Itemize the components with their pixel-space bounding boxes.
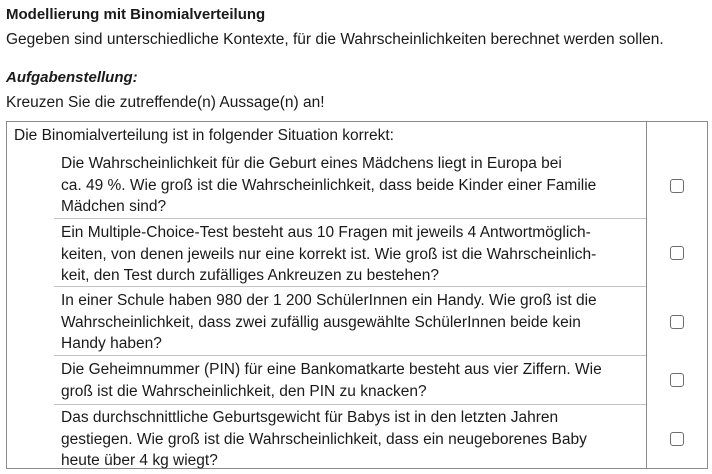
option-4-checkbox[interactable] xyxy=(670,373,684,387)
row-divider xyxy=(54,286,646,287)
task-instruction: Kreuzen Sie die zutreffende(n) Aussage(n) an! xyxy=(6,94,325,111)
option-2-line-3: keit, den Test durch zufälliges Ankreuzen zu bestehen? xyxy=(61,267,439,284)
intro-text: Gegeben sind unterschiedliche Kontexte, für die Wahrscheinlichkeiten berechnet werden sollen. xyxy=(6,31,664,48)
option-4-line-1: Die Geheimnummer (PIN) für eine Bankomatkarte besteht aus vier Ziffern. Wie xyxy=(61,361,602,378)
row-divider xyxy=(54,404,646,405)
option-3-line-1: In einer Schule haben 980 der 1 200 SchülerInnen ein Handy. Wie groß ist die xyxy=(61,292,597,309)
option-3-line-3: Handy haben? xyxy=(61,335,162,352)
option-2-line-1: Ein Multiple-Choice-Test besteht aus 10 Fragen mit jeweils 4 Antwortmöglich- xyxy=(61,224,591,241)
option-1-checkbox[interactable] xyxy=(670,179,684,193)
option-1-text xyxy=(61,153,641,218)
answer-table xyxy=(6,121,708,469)
option-1-line-3: Mädchen sind? xyxy=(61,198,167,215)
option-3-checkbox[interactable] xyxy=(670,315,684,329)
option-1-line-2: ca. 49 %. Wie groß ist die Wahrscheinlichkeit, dass beide Kinder einer Familie xyxy=(61,176,597,194)
option-4-line-2: groß ist die Wahrscheinlichkeit, den PIN zu knacken? xyxy=(61,382,427,400)
task-heading: Aufgabenstellung: xyxy=(6,69,138,86)
option-5-line-2: gestiegen. Wie groß ist die Wahrscheinlichkeit, dass ein neugeborenes Baby xyxy=(61,430,587,448)
row-divider xyxy=(54,355,646,356)
page-title: Modellierung mit Binomialverteilung xyxy=(6,6,266,23)
option-5-line-3: heute über 4 kg wiegt? xyxy=(61,452,218,469)
row-divider xyxy=(54,218,646,219)
column-divider xyxy=(646,122,647,468)
option-4-text xyxy=(61,359,641,402)
option-5-checkbox[interactable] xyxy=(670,432,684,446)
option-1-line-1: Die Wahrscheinlichkeit für die Geburt eines Mädchens liegt in Europa bei xyxy=(61,155,562,172)
option-5-line-1: Das durchschnittliche Geburtsgewicht für Babys ist in den letzten Jahren xyxy=(61,409,559,426)
option-3-text xyxy=(61,290,641,355)
option-5-text xyxy=(61,407,641,472)
option-2-line-2: keiten, von denen jeweils nur eine korrekt ist. Wie groß ist die Wahrscheinlich- xyxy=(61,245,597,263)
question-stem: Die Binomialverteilung ist in folgender Situation korrekt: xyxy=(14,127,394,144)
option-3-line-2: Wahrscheinlichkeit, dass zwei zufällig ausgewählte SchülerInnen beide kein xyxy=(61,313,581,331)
option-2-checkbox[interactable] xyxy=(670,246,684,260)
option-2-text xyxy=(61,222,641,287)
